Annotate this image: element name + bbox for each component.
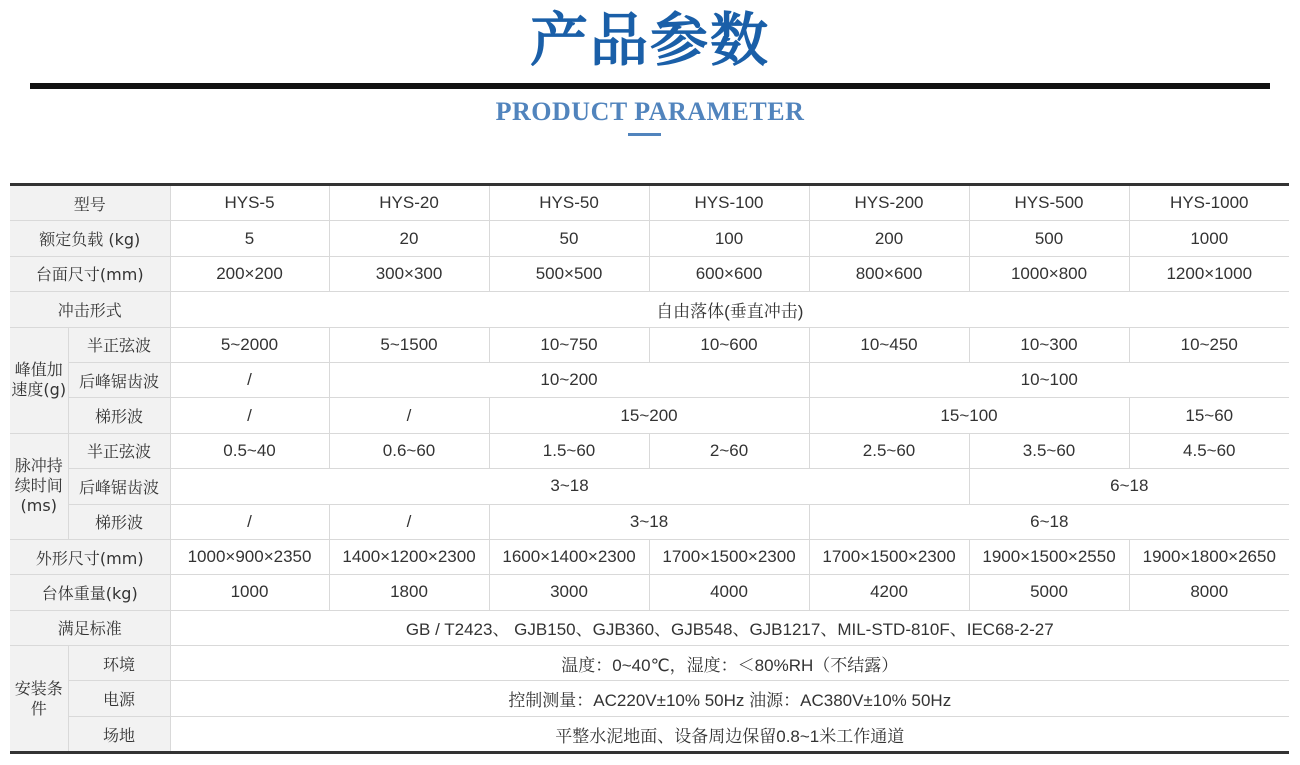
table-row-peak-trapezoid [10,398,1289,433]
cell-table-size: 500×500 [489,256,649,291]
row-label-trapezoid: 梯形波 [68,504,170,539]
row-label-sawtooth: 后峰锯齿波 [68,362,170,397]
row-label-half-sine: 半正弦波 [68,433,170,468]
cell-pulse-half-sine: 2.5~60 [809,433,969,468]
cell-dimensions: 1700×1500×2300 [649,539,809,574]
cell-load: 200 [809,221,969,256]
row-label-trapezoid: 梯形波 [68,398,170,433]
row-label-half-sine: 半正弦波 [68,327,170,362]
cell-pulse-half-sine: 0.5~40 [170,433,329,468]
table-row-dimensions [10,539,1289,574]
table-row-pulse-sawtooth [10,469,1289,504]
row-label-standard: 满足标准 [10,610,170,645]
cell-peak-half-sine: 5~2000 [170,327,329,362]
cell-pulse-trapezoid: 3~18 [489,504,809,539]
row-label-power: 电源 [68,681,170,716]
cell-load: 5 [170,221,329,256]
cell-model: HYS-50 [489,185,649,221]
cell-pulse-half-sine: 3.5~60 [969,433,1129,468]
cell-peak-trapezoid: 15~200 [489,398,809,433]
cell-model: HYS-500 [969,185,1129,221]
cell-peak-sawtooth: 10~200 [329,362,809,397]
row-label-site: 场地 [68,716,170,752]
table-row-weight [10,575,1289,610]
cell-table-size: 300×300 [329,256,489,291]
cell-peak-half-sine: 10~750 [489,327,649,362]
cell-peak-half-sine: 10~600 [649,327,809,362]
group-label-pulse-duration: 脉冲持续时间(ms) [10,433,68,539]
cell-weight: 4200 [809,575,969,610]
cell-weight: 1000 [170,575,329,610]
cell-dimensions: 1700×1500×2300 [809,539,969,574]
parameter-table [10,183,1289,754]
cell-load: 1000 [1129,221,1289,256]
cell-environment: 温度：0~40℃，湿度：＜80%RH（不结露） [170,646,1289,681]
table-row-environment [10,646,1289,681]
cell-dimensions: 1400×1200×2300 [329,539,489,574]
table-row-table-size [10,256,1289,291]
cell-peak-sawtooth: 10~100 [809,362,1289,397]
cell-model: HYS-200 [809,185,969,221]
cell-weight: 4000 [649,575,809,610]
cell-model: HYS-5 [170,185,329,221]
cell-site: 平整水泥地面、设备周边保留0.8~1米工作通道 [170,716,1289,752]
group-label-installation: 安装条件 [10,646,68,753]
table-row-model [10,185,1289,221]
cell-pulse-half-sine: 2~60 [649,433,809,468]
cell-load: 50 [489,221,649,256]
cell-peak-trapezoid: 15~100 [809,398,1129,433]
cell-model: HYS-1000 [1129,185,1289,221]
row-label-dimensions: 外形尺寸(mm) [10,539,170,574]
cell-model: HYS-20 [329,185,489,221]
cell-weight: 8000 [1129,575,1289,610]
cell-weight: 3000 [489,575,649,610]
cell-weight: 5000 [969,575,1129,610]
cell-dimensions: 1900×1800×2650 [1129,539,1289,574]
cell-pulse-half-sine: 4.5~60 [1129,433,1289,468]
cell-pulse-trapezoid: 6~18 [809,504,1289,539]
cell-power: 控制测量：AC220V±10% 50Hz 油源：AC380V±10% 50Hz [170,681,1289,716]
table-row-load [10,221,1289,256]
cell-pulse-sawtooth: 6~18 [969,469,1289,504]
row-label-sawtooth: 后峰锯齿波 [68,469,170,504]
row-label-load: 额定负载 (kg) [10,221,170,256]
subtitle-underline [628,133,661,136]
cell-load: 20 [329,221,489,256]
table-row-pulse-half-sine [10,433,1289,468]
table-row-site [10,716,1289,752]
cell-table-size: 600×600 [649,256,809,291]
cell-peak-sawtooth: / [170,362,329,397]
cell-weight: 1800 [329,575,489,610]
cell-load: 500 [969,221,1129,256]
cell-pulse-sawtooth: 3~18 [170,469,969,504]
cell-peak-half-sine: 10~250 [1129,327,1289,362]
cell-dimensions: 1000×900×2350 [170,539,329,574]
cell-peak-half-sine: 10~450 [809,327,969,362]
table-row-pulse-trapezoid [10,504,1289,539]
table-row-impact [10,292,1289,327]
cell-pulse-half-sine: 1.5~60 [489,433,649,468]
cell-peak-half-sine: 10~300 [969,327,1129,362]
cell-table-size: 1000×800 [969,256,1129,291]
row-label-impact: 冲击形式 [10,292,170,327]
cell-peak-trapezoid: / [329,398,489,433]
cell-table-size: 1200×1000 [1129,256,1289,291]
table-row-peak-sawtooth [10,362,1289,397]
cell-pulse-trapezoid: / [329,504,489,539]
cell-load: 100 [649,221,809,256]
cell-dimensions: 1600×1400×2300 [489,539,649,574]
row-label-weight: 台体重量(kg) [10,575,170,610]
cell-peak-trapezoid: / [170,398,329,433]
cell-table-size: 200×200 [170,256,329,291]
cell-table-size: 800×600 [809,256,969,291]
cell-peak-half-sine: 5~1500 [329,327,489,362]
cell-dimensions: 1900×1500×2550 [969,539,1129,574]
page-subtitle: PRODUCT PARAMETER [495,97,805,126]
row-label-table-size: 台面尺寸(mm) [10,256,170,291]
group-label-peak-acceleration: 峰值加速度(g) [10,327,68,433]
table-row-power [10,681,1289,716]
cell-impact: 自由落体(垂直冲击) [170,292,1289,327]
table-row-peak-half-sine [10,327,1289,362]
table-row-standard [10,610,1289,645]
cell-model: HYS-100 [649,185,809,221]
title-divider [30,83,1270,89]
row-label-environment: 环境 [68,646,170,681]
cell-pulse-half-sine: 0.6~60 [329,433,489,468]
cell-standard: GB / T2423、 GJB150、GJB360、GJB548、GJB1217、MIL-STD-810F、IEC68-2-27 [170,610,1289,645]
cell-peak-trapezoid: 15~60 [1129,398,1289,433]
cell-pulse-trapezoid: / [170,504,329,539]
row-label-model: 型号 [10,185,170,221]
page-title: 产品参数 [529,6,770,74]
